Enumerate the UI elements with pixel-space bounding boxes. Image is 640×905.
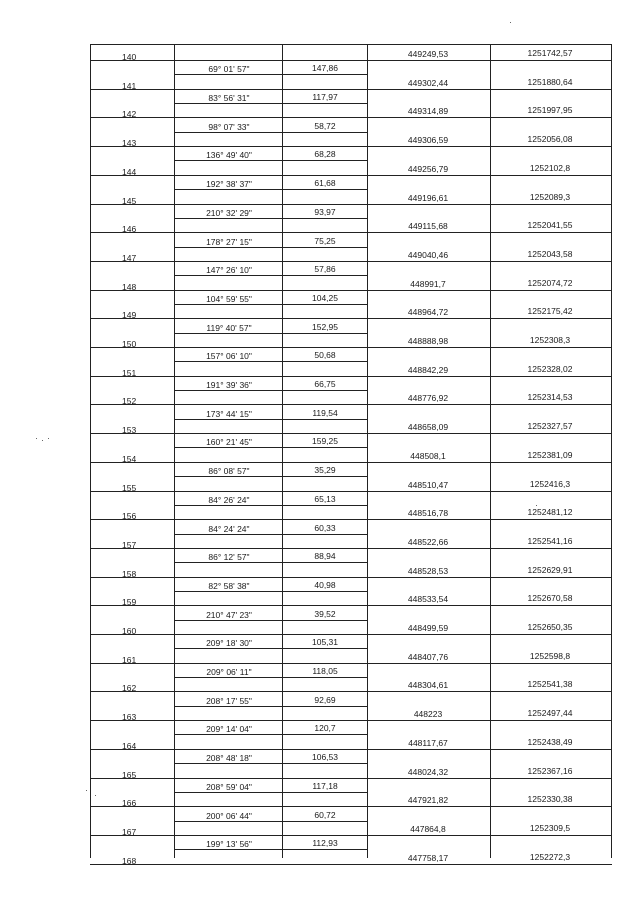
- x-coordinate: 448508,1: [410, 451, 446, 461]
- bearing: 84° 24' 24": [208, 524, 250, 534]
- segment-rule: [174, 734, 367, 735]
- distance: 60,72: [314, 810, 336, 820]
- distance: 93,97: [314, 207, 336, 217]
- scan-speck: [42, 440, 43, 441]
- x-coordinate: 448522,66: [407, 537, 449, 547]
- x-coordinate: 448499,59: [407, 623, 449, 633]
- point-number: 140: [122, 52, 137, 62]
- point-number: 154: [122, 454, 137, 464]
- segment-rule: [174, 103, 367, 104]
- row-rule: [90, 404, 612, 405]
- y-coordinate: 1252327,57: [527, 421, 573, 431]
- x-coordinate: 448223: [413, 709, 443, 719]
- segment-rule: [174, 304, 367, 305]
- y-coordinate: 1252497,44: [527, 708, 573, 718]
- point-number: 155: [122, 483, 137, 493]
- bearing: 208° 17' 55": [206, 696, 252, 706]
- y-coordinate: 1252438,49: [527, 737, 573, 747]
- y-coordinate: 1252102,8: [529, 163, 571, 173]
- y-coordinate: 1252629,91: [527, 565, 573, 575]
- row-rule: [90, 204, 612, 205]
- x-coordinate: 448888,98: [407, 336, 449, 346]
- y-coordinate: 1252089,3: [529, 192, 571, 202]
- point-number: 158: [122, 569, 137, 579]
- x-coordinate: 448024,32: [407, 767, 449, 777]
- bearing: 104° 59' 55": [206, 294, 252, 304]
- point-number: 152: [122, 396, 137, 406]
- x-coordinate: 448516,78: [407, 508, 449, 518]
- point-number: 160: [122, 626, 137, 636]
- distance: 104,25: [312, 293, 338, 303]
- bearing: 208° 48' 18": [206, 753, 252, 763]
- distance: 120,7: [314, 723, 336, 733]
- bearing: 200° 06' 44": [206, 811, 252, 821]
- point-number: 141: [122, 81, 137, 91]
- segment-rule: [174, 333, 367, 334]
- y-coordinate: 1252074,72: [527, 278, 573, 288]
- segment-rule: [174, 620, 367, 621]
- y-coordinate: 1252650,35: [527, 622, 573, 632]
- bearing: 192° 38' 37": [206, 179, 252, 189]
- row-rule: [90, 491, 612, 492]
- bearing: 209° 14' 04": [206, 724, 252, 734]
- bearing: 119° 40' 57": [206, 323, 252, 333]
- column-rule: [367, 44, 368, 858]
- distance: 117,18: [312, 781, 338, 791]
- distance: 88,94: [314, 551, 336, 561]
- x-coordinate: 449249,53: [407, 49, 449, 59]
- column-rule: [90, 44, 91, 858]
- point-number: 150: [122, 339, 137, 349]
- distance: 119,54: [312, 408, 338, 418]
- row-rule: [90, 347, 612, 348]
- row-rule: [90, 462, 612, 463]
- point-number: 159: [122, 597, 137, 607]
- bearing: 86° 08' 57": [208, 466, 250, 476]
- scan-speck: [86, 790, 87, 791]
- bearing: 147° 26' 10": [206, 265, 252, 275]
- point-number: 145: [122, 196, 137, 206]
- row-rule: [90, 433, 612, 434]
- point-number: 165: [122, 770, 137, 780]
- row-rule: [90, 864, 612, 865]
- bearing: 84° 26' 24": [208, 495, 250, 505]
- segment-rule: [174, 160, 367, 161]
- point-number: 146: [122, 224, 137, 234]
- segment-rule: [174, 247, 367, 248]
- row-rule: [90, 605, 612, 606]
- x-coordinate: 449314,89: [407, 106, 449, 116]
- y-coordinate: 1252314,53: [527, 392, 573, 402]
- row-rule: [90, 835, 612, 836]
- segment-rule: [174, 361, 367, 362]
- distance: 68,28: [314, 149, 336, 159]
- point-number: 164: [122, 741, 137, 751]
- y-coordinate: 1252541,16: [527, 536, 573, 546]
- segment-rule: [174, 218, 367, 219]
- bearing: 210° 47' 23": [206, 610, 252, 620]
- distance: 60,33: [314, 523, 336, 533]
- point-number: 147: [122, 253, 137, 263]
- distance: 40,98: [314, 580, 336, 590]
- bearing: 209° 06' 11": [206, 667, 252, 677]
- row-rule: [90, 749, 612, 750]
- row-rule: [90, 232, 612, 233]
- scan-speck: [36, 438, 37, 439]
- segment-rule: [174, 476, 367, 477]
- row-rule: [90, 175, 612, 176]
- bearing: 191° 39' 36": [206, 380, 252, 390]
- row-rule: [90, 663, 612, 664]
- row-rule: [90, 806, 612, 807]
- bearing: 86° 12' 57": [208, 552, 250, 562]
- x-coordinate: 448407,76: [407, 652, 449, 662]
- point-number: 144: [122, 167, 137, 177]
- point-number: 149: [122, 310, 137, 320]
- bearing: 173° 44' 15": [206, 409, 252, 419]
- distance: 159,25: [312, 436, 338, 446]
- y-coordinate: 1252598,8: [529, 651, 571, 661]
- segment-rule: [174, 419, 367, 420]
- row-rule: [90, 146, 612, 147]
- y-coordinate: 1252481,12: [527, 507, 573, 517]
- y-coordinate: 1252175,42: [527, 306, 573, 316]
- scan-speck: [48, 438, 49, 439]
- segment-rule: [174, 505, 367, 506]
- segment-rule: [174, 849, 367, 850]
- point-number: 157: [122, 540, 137, 550]
- bearing: 69° 01' 57": [208, 64, 250, 74]
- point-number: 148: [122, 282, 137, 292]
- top-rule: [90, 44, 612, 45]
- row-rule: [90, 577, 612, 578]
- segment-rule: [174, 534, 367, 535]
- column-rule: [490, 44, 491, 858]
- row-rule: [90, 318, 612, 319]
- y-coordinate: 1252381,09: [527, 450, 573, 460]
- bearing: 208° 59' 04": [206, 782, 252, 792]
- segment-rule: [174, 132, 367, 133]
- bearing: 209° 18' 30": [206, 638, 252, 648]
- x-coordinate: 448964,72: [407, 307, 449, 317]
- x-coordinate: 449196,61: [407, 193, 449, 203]
- distance: 106,53: [312, 752, 338, 762]
- point-number: 167: [122, 827, 137, 837]
- x-coordinate: 449256,79: [407, 164, 449, 174]
- distance: 65,13: [314, 494, 336, 504]
- x-coordinate: 447921,82: [407, 795, 449, 805]
- bearing: 136° 49' 40": [206, 150, 252, 160]
- scan-speck: [510, 22, 511, 23]
- x-coordinate: 449306,59: [407, 135, 449, 145]
- distance: 58,72: [314, 121, 336, 131]
- distance: 105,31: [312, 637, 338, 647]
- x-coordinate: 448991,7: [410, 279, 446, 289]
- distance: 118,05: [312, 666, 338, 676]
- segment-rule: [174, 677, 367, 678]
- point-number: 166: [122, 798, 137, 808]
- row-rule: [90, 60, 612, 61]
- y-coordinate: 1252043,58: [527, 249, 573, 259]
- x-coordinate: 449302,44: [407, 78, 449, 88]
- distance: 61,68: [314, 178, 336, 188]
- point-number: 161: [122, 655, 137, 665]
- bearing: 210° 32' 29": [206, 208, 252, 218]
- x-coordinate: 448117,67: [408, 738, 448, 748]
- point-number: 163: [122, 712, 137, 722]
- y-coordinate: 1252308,3: [529, 335, 571, 345]
- distance: 35,29: [314, 465, 336, 475]
- x-coordinate: 449115,68: [408, 221, 448, 231]
- row-rule: [90, 376, 612, 377]
- bearing: 199° 13' 56": [206, 839, 252, 849]
- segment-rule: [174, 189, 367, 190]
- point-number: 156: [122, 511, 137, 521]
- bearing: 82° 58' 38": [208, 581, 250, 591]
- bearing: 83° 56' 31": [208, 93, 250, 103]
- segment-rule: [174, 275, 367, 276]
- distance: 112,93: [312, 838, 338, 848]
- point-number: 151: [122, 368, 137, 378]
- x-coordinate: 448528,53: [407, 566, 449, 576]
- row-rule: [90, 261, 612, 262]
- bearing: 98° 07' 33": [208, 122, 250, 132]
- column-rule: [611, 44, 612, 858]
- y-coordinate: 1252367,16: [527, 766, 573, 776]
- x-coordinate: 448842,29: [407, 365, 449, 375]
- distance: 66,75: [314, 379, 336, 389]
- x-coordinate: 448510,47: [407, 480, 449, 490]
- distance: 147,86: [312, 63, 338, 73]
- segment-rule: [174, 447, 367, 448]
- x-coordinate: 447864,8: [410, 824, 446, 834]
- bearing: 157° 06' 10": [206, 351, 252, 361]
- distance: 117,97: [312, 92, 338, 102]
- y-coordinate: 1251742,57: [527, 48, 573, 58]
- point-number: 168: [122, 856, 137, 866]
- segment-rule: [174, 792, 367, 793]
- x-coordinate: 448776,92: [407, 393, 449, 403]
- x-coordinate: 448533,54: [407, 594, 449, 604]
- bearing: 160° 21' 45": [206, 437, 252, 447]
- segment-rule: [174, 562, 367, 563]
- x-coordinate: 448304,61: [407, 680, 449, 690]
- distance: 75,25: [314, 236, 336, 246]
- y-coordinate: 1252309,5: [529, 823, 571, 833]
- scan-speck: [95, 795, 96, 796]
- distance: 50,68: [314, 350, 336, 360]
- y-coordinate: 1251880,64: [527, 77, 573, 87]
- y-coordinate: 1252272,3: [529, 852, 571, 862]
- y-coordinate: 1252330,38: [527, 794, 573, 804]
- x-coordinate: 447758,17: [407, 853, 449, 863]
- distance: 152,95: [312, 322, 338, 332]
- row-rule: [90, 548, 612, 549]
- x-coordinate: 449040,46: [407, 250, 449, 260]
- point-number: 153: [122, 425, 137, 435]
- segment-rule: [174, 390, 367, 391]
- row-rule: [90, 634, 612, 635]
- row-rule: [90, 89, 612, 90]
- column-rule: [282, 44, 283, 858]
- y-coordinate: 1252041,55: [527, 220, 573, 230]
- scan-speck: [536, 505, 537, 506]
- bearing: 178° 27' 15": [206, 237, 252, 247]
- y-coordinate: 1252328,02: [527, 364, 573, 374]
- segment-rule: [174, 706, 367, 707]
- y-coordinate: 1252670,58: [527, 593, 573, 603]
- segment-rule: [174, 648, 367, 649]
- y-coordinate: 1252541,38: [527, 679, 573, 689]
- y-coordinate: 1251997,95: [527, 105, 573, 115]
- row-rule: [90, 117, 612, 118]
- x-coordinate: 448658,09: [407, 422, 449, 432]
- row-rule: [90, 720, 612, 721]
- segment-rule: [174, 74, 367, 75]
- y-coordinate: 1252056,08: [527, 134, 573, 144]
- row-rule: [90, 691, 612, 692]
- distance: 92,69: [314, 695, 336, 705]
- row-rule: [90, 519, 612, 520]
- segment-rule: [174, 763, 367, 764]
- point-number: 142: [122, 109, 137, 119]
- distance: 39,52: [314, 609, 336, 619]
- point-number: 162: [122, 683, 137, 693]
- point-number: 143: [122, 138, 137, 148]
- distance: 57,86: [314, 264, 336, 274]
- segment-rule: [174, 591, 367, 592]
- y-coordinate: 1252416,3: [529, 479, 571, 489]
- column-rule: [174, 44, 175, 858]
- row-rule: [90, 290, 612, 291]
- row-rule: [90, 778, 612, 779]
- segment-rule: [174, 821, 367, 822]
